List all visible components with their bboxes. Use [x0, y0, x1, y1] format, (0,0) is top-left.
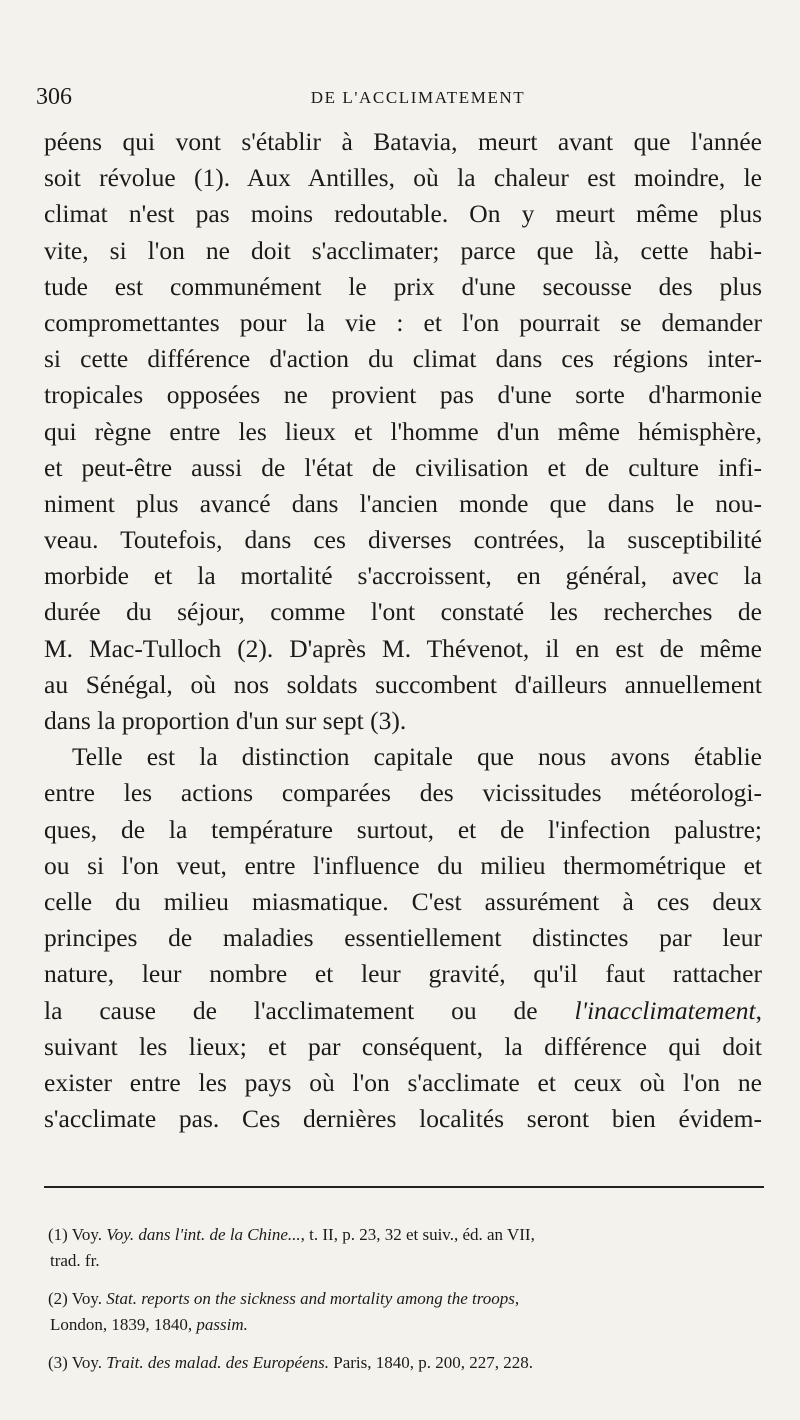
footnote-2-continuation [48, 1312, 764, 1338]
running-head [36, 84, 760, 114]
text-line: durée du séjour, comme l'ont constaté les recherches de [44, 597, 762, 627]
footnote-mark: (1) Voy. [48, 1225, 107, 1244]
text-line: qui règne entre les lieux et l'homme d'un même hémisphère, [44, 416, 762, 446]
text-line: suivant les lieux; et par conséquent, la différence qui doit [44, 1031, 762, 1061]
text-line: ou si l'on veut, entre l'influence du milieu thermométrique et [44, 850, 762, 880]
text-line-with-italic [44, 993, 762, 1029]
running-title: DE L'ACCLIMATEMENT [310, 88, 526, 107]
text-line: nature, leur nombre et leur gravité, qu'il faut rattacher [44, 959, 762, 989]
footnote-text: London, 1839, 1840, [50, 1315, 197, 1334]
text-line: entre les actions comparées des vicissitudes météorologi- [44, 778, 762, 808]
footnote-title: Trait. des malad. des Européens. [106, 1353, 329, 1372]
text-line: vite, si l'on ne doit s'acclimater; parce que là, cette habi- [44, 235, 762, 265]
body-text [44, 124, 762, 1137]
text-line: climat n'est pas moins redoutable. On y meurt même plus [44, 199, 762, 229]
text-segment: , [755, 995, 762, 1025]
text-line: soit révolue (1). Aux Antilles, où la chaleur est moindre, le [44, 163, 762, 193]
footnote-text: Paris, 1840, p. 200, 227, 228. [328, 1353, 533, 1372]
footnotes [48, 1222, 764, 1376]
text-line: exister entre les pays où l'on s'acclimate et ceux où l'on ne [44, 1067, 762, 1097]
text-line: s'acclimate pas. Ces dernières localités seront bien évidem- [44, 1104, 762, 1134]
text-line: et peut-être aussi de l'état de civilisation et de culture infi- [44, 452, 762, 482]
footnote-mark: (3) Voy. [48, 1353, 107, 1372]
text-line: compromettantes pour la vie : et l'on pourrait se demander [44, 307, 762, 337]
text-line: M. Mac-Tulloch (2). D'après M. Thévenot, il en est de même [44, 633, 762, 663]
text-line: ques, de la température surtout, et de l'infection palustre; [44, 814, 762, 844]
italic-term: l'inacclimatement [574, 995, 756, 1025]
text-line: au Sénégal, où nos soldats succombent d'ailleurs annuellement [44, 669, 762, 699]
text-line: veau. Toutefois, dans ces diverses contrées, la susceptibilité [44, 525, 762, 555]
footnote-title: Stat. reports on the sickness and mortality among the troops [106, 1289, 515, 1308]
footnote-1 [48, 1222, 764, 1248]
text-line: péens qui vont s'établir à Batavia, meurt avant que l'année [44, 127, 762, 156]
text-line: tude est communément le prix d'une secousse des plus [44, 271, 762, 301]
footnote-title: Voy. dans l'int. de la Chine... [106, 1225, 301, 1244]
footnote-3 [48, 1350, 764, 1376]
footnote-italic: passim. [196, 1315, 248, 1334]
text-line: dans la proportion d'un sur sept (3). [44, 706, 407, 735]
text-segment: la cause de l'acclimatement ou de [44, 995, 575, 1025]
footnote-mark: (2) Voy. [48, 1289, 107, 1308]
footnote-1-continuation: trad. fr. [50, 1251, 100, 1270]
text-line: morbide et la mortalité s'accroissent, en général, avec la [44, 561, 762, 591]
text-line: tropicales opposées ne provient pas d'une sorte d'harmonie [44, 380, 762, 410]
text-line: niment plus avancé dans l'ancien monde que dans le nou- [44, 488, 762, 518]
footnote-divider [44, 1186, 764, 1188]
text-line: celle du milieu miasmatique. C'est assurément à ces deux [44, 886, 762, 916]
text-line: principes de maladies essentiellement distinctes par leur [44, 923, 762, 953]
footnote-text: , t. II, p. 23, 32 et suiv., éd. an VII, [300, 1225, 535, 1244]
text-line: si cette différence d'action du climat dans ces régions inter- [44, 344, 762, 374]
footnote-text: , [514, 1289, 520, 1308]
text-line: Telle est la distinction capitale que nous avons établie [72, 742, 762, 772]
page-number: 306 [36, 84, 72, 110]
footnote-2 [48, 1286, 764, 1312]
